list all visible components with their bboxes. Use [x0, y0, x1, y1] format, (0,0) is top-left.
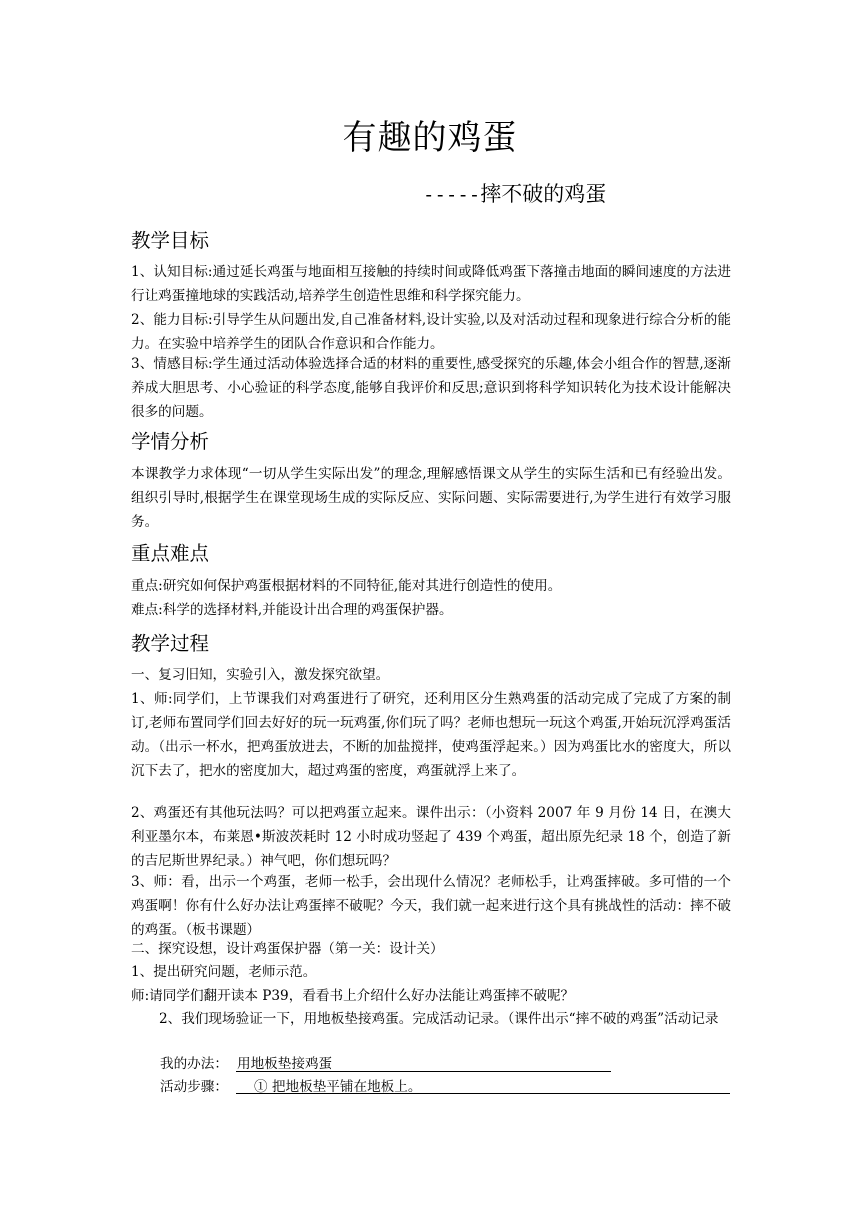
- process-paragraph-5: 二、探究设想，设计鸡蛋保护器（第一关：设计关）: [131, 941, 444, 957]
- section-heading-goals: 教学目标: [131, 229, 210, 252]
- page-title: 有趣的鸡蛋: [342, 118, 518, 158]
- process-paragraph-1: 一、复习旧知，实验引入，激发探究欲望。: [131, 667, 390, 683]
- process-paragraph-7: 师:请同学们翻开读本 P39，看看书上介绍什么好办法能让鸡蛋摔不破呢？: [131, 988, 575, 1004]
- goals-paragraph-1: 1、认知目标:通过延长鸡蛋与地面相互接触的持续时间或降低鸡蛋下落撞击地面的瞬间速度的方法进行让鸡蛋撞地球的实践活动,培养学生创造性思维和科学探究能力。: [131, 264, 731, 304]
- method-value: 用地板垫接鸡蛋: [237, 1056, 333, 1072]
- process-paragraph-8: 2、我们现场验证一下，用地板垫接鸡蛋。完成活动记录。（课件出示“摔不破的鸡蛋”活动记录: [159, 1011, 719, 1027]
- subtitle-dashes: -----: [423, 184, 481, 206]
- keypoints-paragraph-1: 重点:研究如何保护鸡蛋根据材料的不同特征,能对其进行创造性的使用。: [131, 578, 562, 594]
- section-heading-analysis: 学情分析: [131, 430, 210, 453]
- page-subtitle: [423, 178, 606, 211]
- keypoints-paragraph-2: 难点:科学的选择材料,并能设计出合理的鸡蛋保护器。: [131, 602, 453, 618]
- process-paragraph-4: 3、师：看，出示一个鸡蛋，老师一松手，会出现什么情况？老师松手，让鸡蛋摔破。多可惜的一个鸡蛋啊！你有什么好办法让鸡蛋摔不破呢？今天，我们就一起来进行这个具有挑战性的活动：摔不破的鸡蛋。（板书课题）: [131, 874, 731, 938]
- goals-paragraph-3: 3、情感目标:学生通过活动体验选择合适的材料的重要性,感受探究的乐趣,体会小组合作的智慧,逐渐养成大胆思考、小心验证的科学态度,能够自我评价和反思;意识到将科学知识转化为技术设计能解决很多的问题。: [131, 356, 731, 420]
- goals-paragraph-2: 2、能力目标:引导学生从问题出发,自己准备材料,设计实验,以及对活动过程和现象进行综合分析的能力。在实验中培养学生的团队合作意识和合作能力。: [131, 312, 731, 352]
- section-heading-process: 教学过程: [131, 632, 210, 655]
- process-paragraph-3: 2、鸡蛋还有其他玩法吗？可以把鸡蛋立起来。课件出示：（小资料 2007 年 9 月份 14 日，在澳大利亚墨尔本，布莱恩•斯波茨耗时 12 小时成功竖起了 439 个鸡蛋，超出原先纪录 18 个，创造了新的吉尼斯世界纪录。）神气吧，你们想玩吗？: [131, 805, 731, 869]
- method-label: 我的办法：: [160, 1056, 228, 1072]
- steps-underline: [236, 1093, 730, 1094]
- section-heading-keypoints: 重点难点: [131, 542, 210, 565]
- subtitle-text: 摔不破的鸡蛋: [480, 182, 607, 206]
- process-paragraph-6: 1、提出研究问题，老师示范。: [131, 964, 317, 980]
- steps-label: 活动步骤：: [160, 1079, 228, 1095]
- analysis-paragraph-1: 本课教学力求体现“一切从学生实际出发”的理念,理解感悟课文从学生的实际生活和已有经验出发。组织引导时,根据学生在课堂现场生成的实际反应、实际问题、实际需要进行,为学生进行有效学习服务。: [131, 466, 731, 530]
- steps-value: ① 把地板垫平铺在地板上。: [254, 1079, 422, 1095]
- method-underline: [236, 1071, 611, 1072]
- process-paragraph-2: 1、师:同学们，上节课我们对鸡蛋进行了研究，还利用区分生熟鸡蛋的活动完成了完成了方案的制订,老师布置同学们回去好好的玩一玩鸡蛋,你们玩了吗？老师也想玩一玩这个鸡蛋,开始玩沉浮鸡蛋活动。（出示一杯水，把鸡蛋放进去，不断的加盐搅拌，使鸡蛋浮起来。）因为鸡蛋比水的密度大，所以沉下去了，把水的密度加大，超过鸡蛋的密度，鸡蛋就浮上来了。: [131, 691, 731, 779]
